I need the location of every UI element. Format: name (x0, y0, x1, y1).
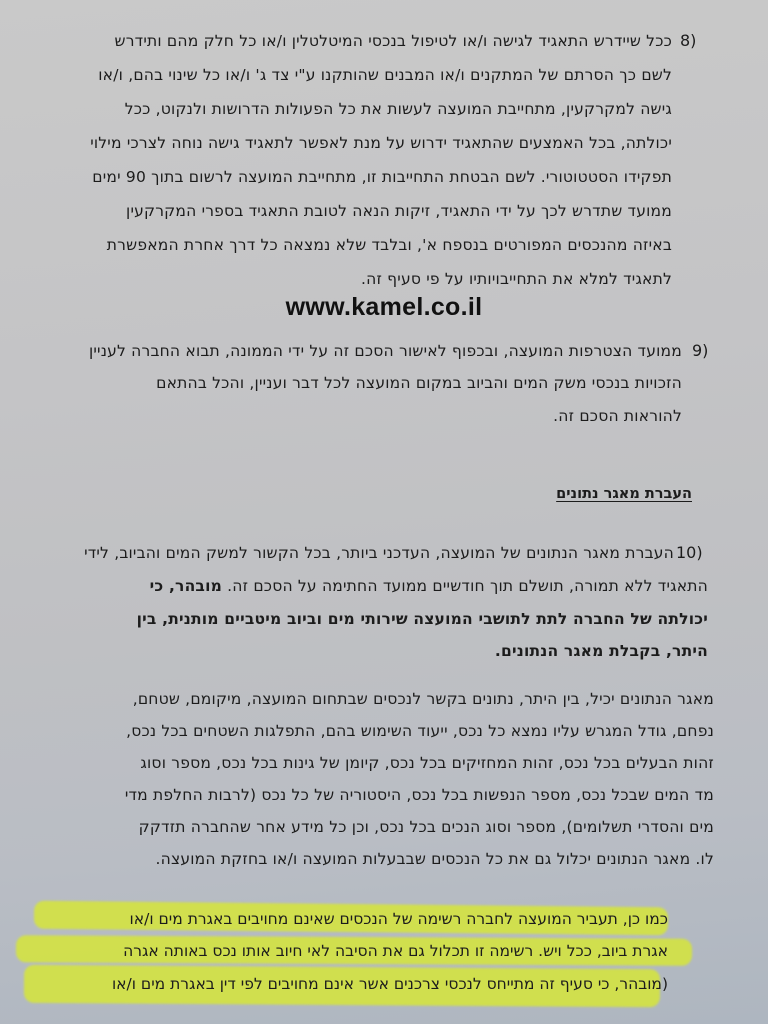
text-line: מד המים שבכל נכס, מספר הנפשות בכל נכס, היסטוריה של כל נכס (לרבות החלפת מדי (124, 786, 714, 804)
text-line: מאגר הנתונים יכיל, בין היתר, נתונים בקשר לנכסים שבתחום המועצה, מיקומם, שטחם, (132, 690, 714, 708)
text-line: לשם כך הסרתם של המתקנים ו/או המבנים שהותקנו ע"י צד ג' ו/או כל שינוי בהם, ו/או (98, 66, 672, 84)
text-line (150, 575, 708, 597)
text-line-bold: יכולתה של החברה לתת לתושבי המועצה שירותי מים וביוב מיטביים מותנית, בין (136, 610, 708, 628)
section-number: 8) (680, 31, 697, 50)
text-line: נפחם, גודל המגרש עליו נמצא כל נכס, ייעוד השימוש בהם, התפלגות השטחים בכל נכס, (126, 722, 714, 740)
text-line: העברת מאגר הנתונים של המועצה, העדכני ביותר, בכל הקשור למשק המים והביוב, לידי (84, 544, 674, 562)
text-bold: מובהר, כי (149, 577, 223, 595)
text-line: אגרת ביוב, ככל ויש. רשימה זו תכלול גם את הסיבה לאי חיוב אותו נכס באותה אגרה (123, 942, 668, 960)
text-line: באיזה מהנכסים המפורטים בנספח א', ובלבד שלא נמצאה כל דרך אחרת המאפשרת (106, 236, 672, 254)
text-line: מים והסדרי תשלומים), מספר וסוג הנכים בכל נכס, וכן כל מידע אחר שהחברה תזדקק (138, 818, 714, 836)
section-number: 10) (676, 543, 703, 562)
text-line: ממועד הצטרפות המועצה, ובכפוף לאישור הסכם זה על ידי הממונה, תבוא החברה לעניין (88, 342, 682, 360)
text-line: גישה למקרקעין, מתחייבת המועצה לעשות את כל הפעולות הדרושות ולנקוט, ככל (124, 100, 672, 118)
text-line: ממועד שתדרש לכך על ידי התאגיד, זיקות הנאה לטובת התאגיד בספרי המקרקעין (126, 202, 672, 220)
text-line: להוראות הסכם זה. (553, 407, 682, 425)
section-number: 9) (692, 341, 709, 360)
section-heading: העברת מאגר נתונים (556, 486, 692, 502)
watermark-url: www.kamel.co.il (285, 293, 483, 321)
text-line: לתאגיד למלא את התחייבויותיו על פי סעיף זה. (361, 270, 672, 288)
text-line: יכולתה, בכל האמצעים שהתאגיד ידרוש על מנת לאפשר לתאגיד גישה נוחה לצרכי מילוי (90, 134, 672, 152)
text-line-bold: היתר, בקבלת מאגר הנתונים. (494, 642, 708, 660)
text-line: (מובהר, כי סעיף זה מתייחס לנכסי צרכנים אשר אינם מחויבים לפי דין באגרת מים ו/או (111, 975, 668, 993)
text-line: ככל שיידרש התאגיד לגישה ו/או לטיפול בנכסי המיטלטלין ו/או כל חלק מהם ותידרש (114, 32, 672, 50)
text-line: כמו כן, תעביר המועצה לחברה רשימה של הנכסים שאינם מחויבים באגרת מים ו/או (129, 910, 668, 928)
text-line: תפקידו הסטטוטורי. לשם הבטחת התחייבות זו, מתחייבת המועצה לרשום בתוך 90 ימים (92, 168, 672, 186)
text-regular: התאגיד ללא תמורה, תושלם תוך חודשיים ממועד החתימה על הסכם זה. (227, 577, 708, 595)
text-line: זהות הבעלים בכל נכס, זהות המחזיקים בכל נכס, קיומן של גינות בכל נכס, מספר וסוג (140, 754, 714, 772)
text-line: לו. מאגר הנתונים יכלול גם את כל הנכסים שבבעלות המועצה ו/או בחזקת המועצה. (155, 850, 714, 868)
text-line: הזכויות בנכסי משק המים והביוב במקום המועצה לכל דבר ועניין, והכל בהתאם (156, 374, 682, 392)
